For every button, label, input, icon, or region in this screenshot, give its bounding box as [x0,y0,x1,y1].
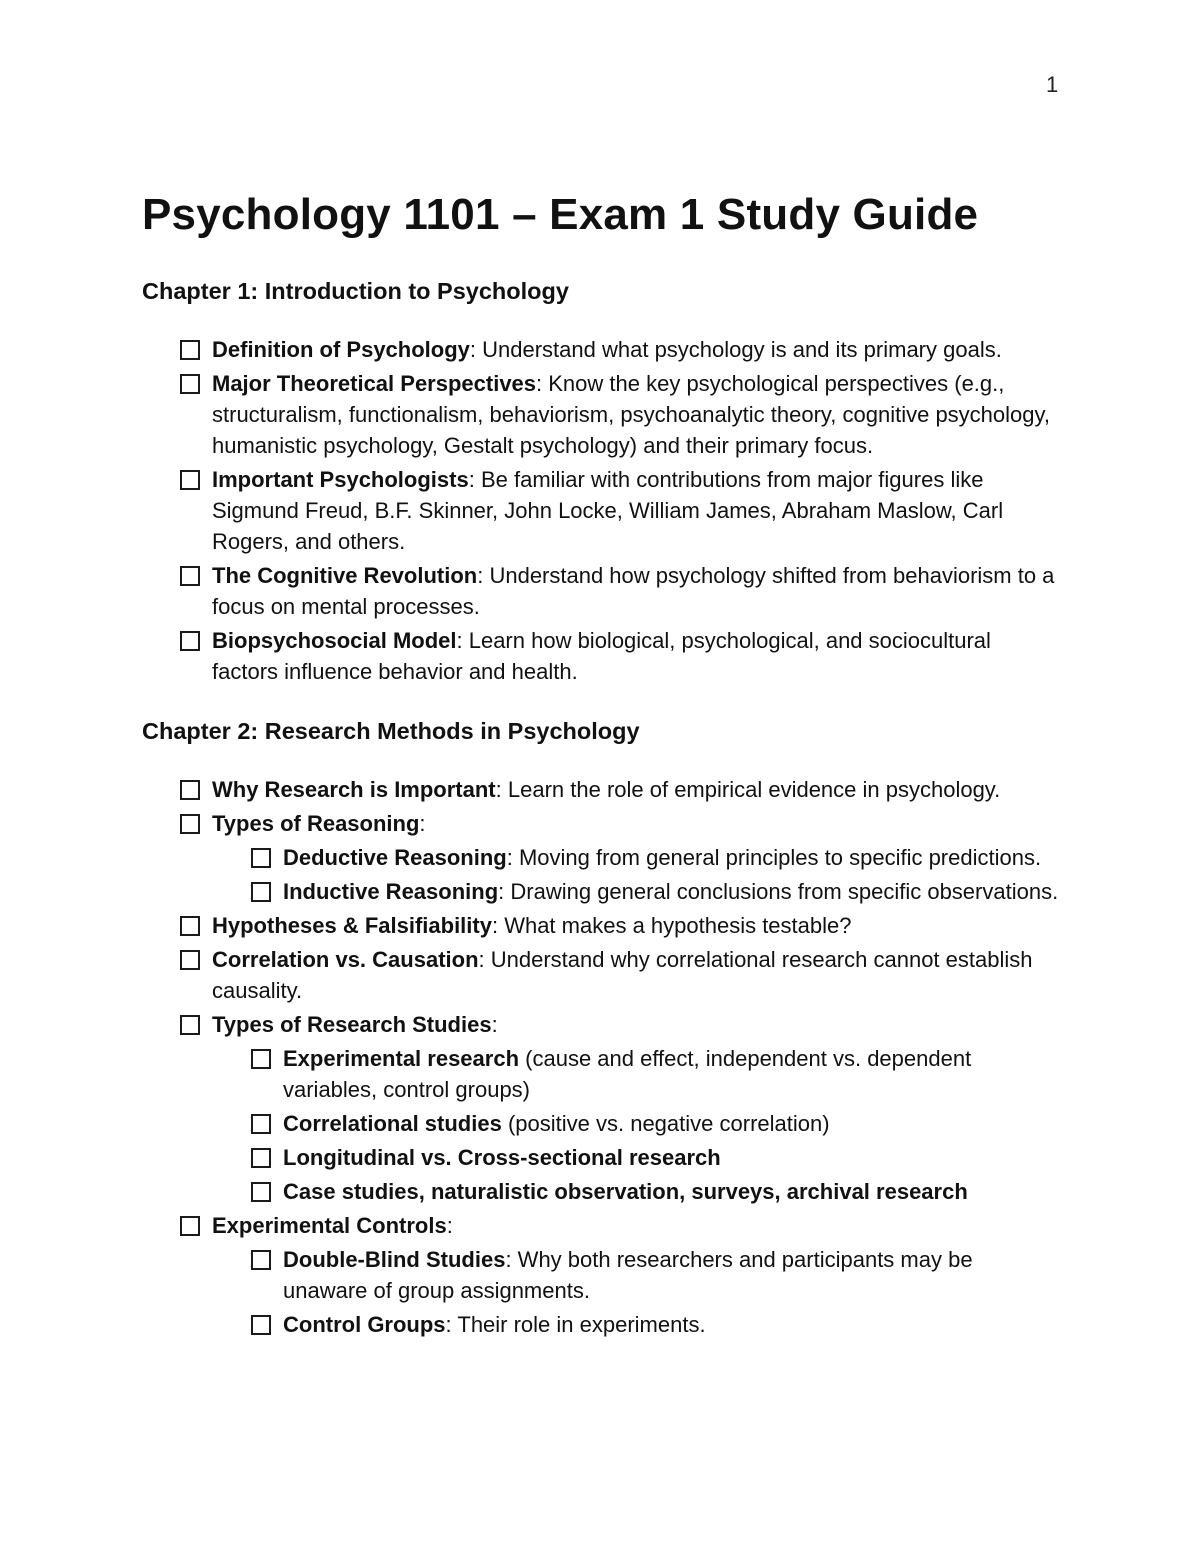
checkbox-icon[interactable] [180,340,200,360]
checklist-item [142,1009,1062,1040]
checklist-subitem [142,842,1062,873]
checklist-item [142,774,1062,805]
checkbox-icon[interactable] [251,1148,271,1168]
item-description: : Understand how psychology shifted from behaviorism to a focus on mental processes. [212,563,1055,619]
item-description: : [491,1012,498,1037]
checkbox-icon[interactable] [251,1315,271,1335]
checkbox-icon[interactable] [251,848,271,868]
checklist-subitem [142,1142,1062,1173]
chapter-1-section [142,276,1062,690]
checkbox-icon[interactable] [251,1182,271,1202]
item-term: Why Research is Important [212,777,496,802]
item-description: : Know the key psychological perspectives (e.g., structuralism, functionalism, behaviorism, psychoanalytic theory, cognitive psychology, humanistic psychology, Gestalt psychology) and their primary focus. [212,371,1050,458]
checkbox-icon[interactable] [180,1216,200,1236]
item-term: Types of Reasoning [212,811,420,836]
checkbox-icon[interactable] [251,1250,271,1270]
item-description: (positive vs. negative correlation) [501,1111,830,1136]
checklist-item [142,464,1062,557]
item-term: Correlational studies [283,1111,502,1136]
item-term: Hypotheses & Falsifiability [212,913,492,938]
item-description: : What makes a hypothesis testable? [491,913,852,938]
item-term: Major Theoretical Perspectives [212,371,537,396]
item-description: : Moving from general principles to specific predictions. [506,845,1042,870]
checkbox-icon[interactable] [251,1049,271,1069]
item-description: (cause and effect, independent vs. dependent variables, control groups) [283,1046,972,1102]
checkbox-icon[interactable] [180,374,200,394]
page-number: 1 [1046,72,1059,97]
item-term: Double-Blind Studies [283,1247,506,1272]
checklist-item [142,368,1062,461]
checkbox-icon[interactable] [180,814,200,834]
checklist-subitem [142,1309,1062,1340]
checklist-item [142,910,1062,941]
item-description: : Understand what psychology is and its primary goals. [469,337,1002,362]
checklist-item [142,560,1062,622]
checkbox-icon[interactable] [180,916,200,936]
checklist [142,334,1062,687]
checkbox-icon[interactable] [180,631,200,651]
item-description: : [446,1213,453,1238]
item-term: Case studies, naturalistic observation, surveys, archival research [283,1179,968,1204]
checklist-item [142,1210,1062,1241]
chapter-heading: Chapter 2: Research Methods in Psychology [142,718,640,744]
item-term: The Cognitive Revolution [212,563,478,588]
checklist-item [142,808,1062,839]
item-term: Experimental Controls [212,1213,447,1238]
checklist-subitem [142,1176,1062,1207]
item-description: : [419,811,426,836]
checkbox-icon[interactable] [180,950,200,970]
item-description: : Drawing general conclusions from specific observations. [498,879,1059,904]
item-term: Important Psychologists [212,467,469,492]
item-term: Definition of Psychology [212,337,470,362]
document-title: Psychology 1101 – Exam 1 Study Guide [142,190,979,239]
item-term: Inductive Reasoning [283,879,499,904]
checklist-subitem [142,1043,1062,1105]
checkbox-icon[interactable] [180,470,200,490]
item-description: : Be familiar with contributions from major figures like Sigmund Freud, B.F. Skinner, John Locke, William James, Abraham Maslow, Carl Rogers, and others. [212,467,1004,554]
checklist-item [142,334,1062,365]
chapter-2-section [142,716,1062,1343]
checklist [142,774,1062,1340]
item-description: : Why both researchers and participants may be unaware of group assignments. [283,1247,973,1303]
checklist-item [142,625,1062,687]
chapter-heading: Chapter 1: Introduction to Psychology [142,278,569,304]
item-term: Longitudinal vs. Cross-sectional research [283,1145,721,1170]
checkbox-icon[interactable] [251,1114,271,1134]
checkbox-icon[interactable] [180,566,200,586]
checkbox-icon[interactable] [180,1015,200,1035]
checkbox-icon[interactable] [180,780,200,800]
item-term: Deductive Reasoning [283,845,507,870]
item-term: Experimental research [283,1046,520,1071]
item-term: Biopsychosocial Model [212,628,457,653]
checkbox-icon[interactable] [251,882,271,902]
checklist-item [142,944,1062,1006]
item-description: : Their role in experiments. [445,1312,706,1337]
item-description: : Learn how biological, psychological, and sociocultural factors influence behavior and health. [212,628,991,684]
checklist-subitem [142,876,1062,907]
item-term: Control Groups [283,1312,446,1337]
item-term: Correlation vs. Causation [212,947,479,972]
checklist-subitem [142,1108,1062,1139]
item-term: Types of Research Studies [212,1012,492,1037]
checklist-subitem [142,1244,1062,1306]
item-description: : Learn the role of empirical evidence in psychology. [495,777,1001,802]
item-description: : Understand why correlational research cannot establish causality. [212,947,1033,1003]
